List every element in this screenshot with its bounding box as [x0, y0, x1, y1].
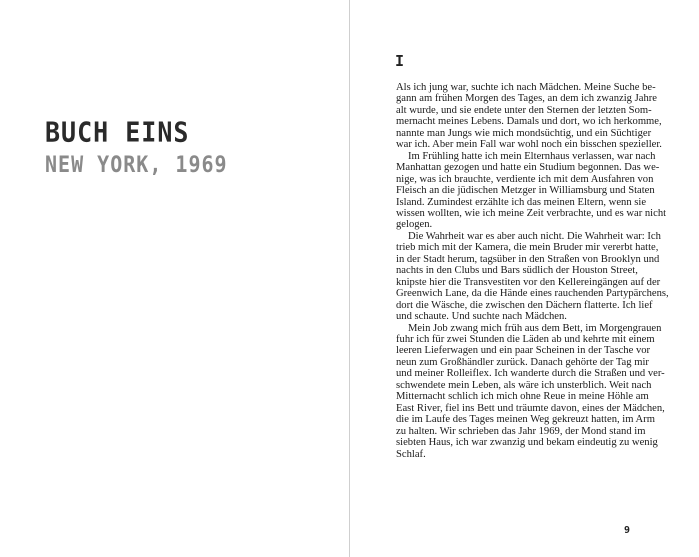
text-line: Die Wahrheit war es aber auch nicht. Die Wahrheit war: Ich [408, 230, 661, 242]
text-line: knipste hier die Transvestiten vor den Kellereingängen auf der [396, 276, 661, 288]
text-line: Im Frühling hatte ich mein Elternhaus verlassen, war nach [408, 150, 656, 162]
book-subtitle: NEW YORK, 1969 [45, 151, 228, 178]
body-text [396, 82, 669, 460]
text-line: nachts in den Clubs und Bars südlich der Houston Street, [396, 265, 638, 277]
text-line: die im Laufe des Tages meinen Weg gekreuzt hatten, im Arm [396, 414, 655, 426]
text-line: dort die Wäsche, die zwischen den Dächern flatterte. Ich lief [396, 299, 653, 311]
text-line: nannte man Jungs wie mich mondsüchtig, und ein Süchtiger [396, 127, 652, 139]
text-line: Mitternacht schlich ich mich ohne Reue in meine Höhle am [396, 391, 649, 403]
text-line: Island. Zumindest erzählte ich das meinen Eltern, wenn sie [396, 196, 647, 208]
text-line: East River, fiel ins Bett und träumte davon, eines der Mädchen, [396, 402, 665, 414]
text-line: leeren Lieferwagen und ein paar Scheinen in der Tasche vor [396, 345, 651, 357]
text-line: alt wurde, und sie endete unter den Sternen der letzten Som- [396, 104, 652, 116]
text-line: und schaute. Und suchte nach Mädchen. [396, 311, 567, 323]
paragraph [396, 150, 667, 231]
text-line: fuhr ich für zwei Stunden die Läden ab und kehrte mit einem [396, 333, 655, 345]
text-line: gann am frühen Morgen des Tages, an dem ich zwanzig Jahre [396, 93, 657, 105]
text-line: Greenwich Lane, da die Hände eines rauchenden Partypärchens, [396, 288, 669, 300]
left-page [0, 0, 349, 557]
chapter-number: I [395, 52, 405, 70]
text-line: Fleisch an die jüdischen Metzger in Williamsburg und Staten [396, 185, 655, 197]
right-page [350, 0, 699, 557]
text-line: war ich. Aber mein Fall war wohl noch ein bisschen spezieller. [396, 139, 662, 151]
text-line: Manhattan gezogen und hatte ein Studium begonnen. Das we- [396, 162, 660, 174]
text-line: Mein Job zwang mich früh aus dem Bett, im Morgengrauen [408, 322, 662, 334]
text-line: schwendete mein Leben, als wäre ich unsterblich. Weit nach [396, 379, 652, 391]
text-line: und meiner Rolleiflex. Ich wanderte durch die Straßen und ver- [396, 368, 665, 380]
text-line: zu halten. Wir schrieben das Jahr 1969, der Mond stand im [396, 425, 646, 437]
paragraph [396, 322, 665, 460]
paragraph [396, 82, 662, 151]
book-title: BUCH EINS [45, 116, 190, 148]
page-number: 9 [624, 525, 631, 536]
text-line: gelogen. [396, 219, 433, 231]
text-line: Schlaf. [396, 448, 426, 460]
text-line: wissen wollten, wie ich meine Zeit verbrachte, und es war nicht [396, 207, 667, 219]
text-line: in der Stadt herum, tagsüber in den Straßen von Brooklyn und [396, 253, 660, 265]
text-line: Als ich jung war, suchte ich nach Mädchen. Meine Suche be- [396, 82, 656, 93]
text-line: nige, was ich brauchte, verdiente ich mit dem Ausfahren von [396, 173, 654, 185]
text-line: siebten Haus, ich war zwanzig und bekam eindeutig zu wenig [396, 437, 658, 449]
text-line: trieb mich mit der Kamera, die mein Bruder mir vererbt hatte, [396, 242, 659, 254]
paragraph [396, 230, 669, 323]
text-line: mernacht meines Lebens. Damals und dort, wo ich herkomme, [396, 116, 662, 128]
text-line: neun zum Großhändler zurück. Danach gehörte der Tag mir [396, 356, 649, 368]
